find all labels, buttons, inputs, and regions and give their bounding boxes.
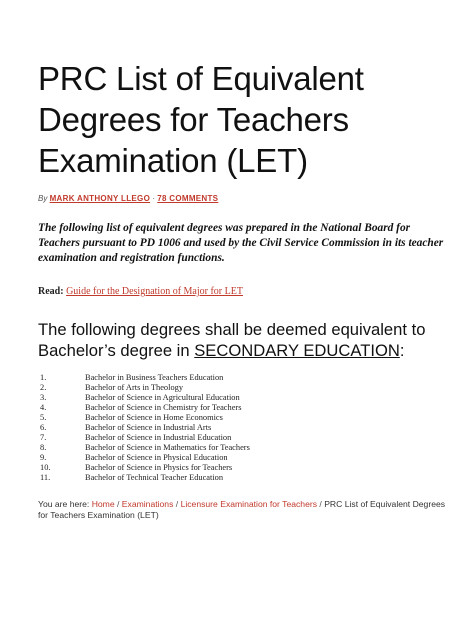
intro-paragraph: The following list of equivalent degrees was prepared in the National Board for Teachers pursuant to PD 1006 and used by the Civil Service Commission in its teacher examination and registration functions. [38,222,444,264]
read-label: Read: [38,286,64,297]
degree-name: Bachelor of Technical Teacher Education [85,473,224,482]
breadcrumb-home[interactable]: Home [91,499,115,509]
degree-number: 3. [40,393,47,402]
comments-link[interactable]: 78 COMMENTS [157,194,219,203]
degree-list-item [38,403,454,413]
degree-name: Bachelor of Science in Physics for Teachers [85,463,233,472]
byline [38,194,454,203]
lead-text: The following degrees shall be deemed equivalent to Bachelor’s degree in [38,320,426,360]
lead-suffix: : [399,341,405,360]
degree-number: 9. [40,453,47,462]
lead-underlined: SECONDARY EDUCATION [194,341,400,360]
degree-list-item [38,433,454,443]
degree-number: 4. [40,403,47,412]
read-more-line [38,286,454,297]
degree-name: Bachelor of Arts in Theology [85,383,184,392]
degree-name: Bachelor of Science in Home Economics [85,413,223,422]
degree-name: Bachelor of Science in Chemistry for Teachers [85,403,242,412]
degree-name: Bachelor of Science in Industrial Arts [85,423,212,432]
degree-list-item [38,453,454,463]
degree-list-item [38,463,454,473]
breadcrumb-examinations[interactable]: Examinations [121,499,174,509]
author-link[interactable]: MARK ANTHONY LLEGO [49,194,151,203]
breadcrumb-separator: / [319,499,322,509]
degree-number: 7. [40,433,47,442]
degree-list-item [38,393,454,403]
degree-name: Bachelor in Business Teachers Education [85,373,224,382]
breadcrumb-separator: / [117,499,120,509]
degree-list [38,373,454,483]
lead-paragraph [38,319,454,361]
read-more-link[interactable]: Guide for the Designation of Major for LET [66,286,243,297]
degree-list-item [38,473,454,483]
degree-number: 6. [40,423,47,432]
degree-list-item [38,423,454,433]
breadcrumb [38,499,454,521]
byline-prefix: By [38,194,48,203]
breadcrumb-separator: / [175,499,179,509]
degree-list-item [38,413,454,423]
degree-number: 2. [40,383,47,392]
degree-number: 5. [40,413,47,422]
breadcrumb-current: PRC List of Equivalent Degrees for Teachers Examination (LET) [38,499,446,520]
degree-number: 11. [40,473,51,482]
degree-list-item [38,383,454,393]
breadcrumb-licensure[interactable]: Licensure Examination for Teachers [180,499,318,509]
degree-number: 10. [40,463,51,472]
byline-separator: · [152,194,155,203]
degree-list-item [38,443,454,453]
degree-list-item [38,373,454,383]
degree-number: 8. [40,443,47,452]
page-title: PRC List of Equivalent Degrees for Teachers Examination (LET) [38,60,364,179]
degree-name: Bachelor of Science in Industrial Education [85,433,232,442]
degree-number: 1. [40,373,47,382]
breadcrumb-prefix: You are here: [38,499,90,509]
degree-name: Bachelor of Science in Agricultural Education [85,393,240,402]
degree-name: Bachelor of Science in Physical Education [85,453,228,462]
degree-name: Bachelor of Science in Mathematics for Teachers [85,443,250,452]
